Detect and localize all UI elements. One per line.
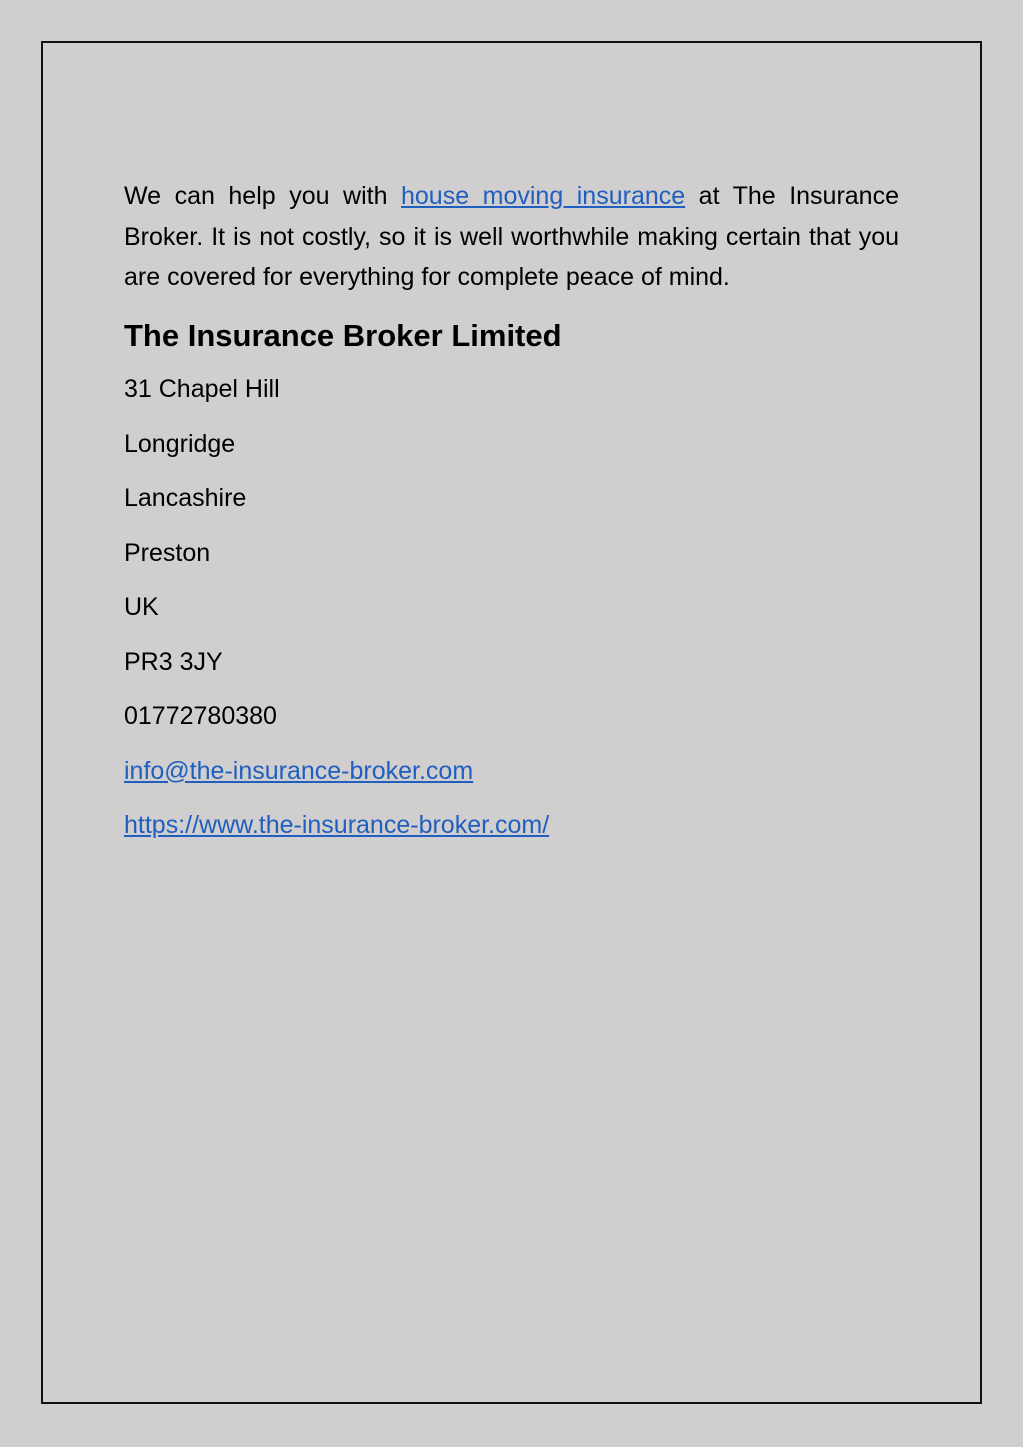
company-name-heading: The Insurance Broker Limited [124, 318, 562, 354]
contact-details [124, 374, 899, 840]
intro-text-after-link: at The Insurance Broker. It is not costly, so it is well worthwhile making certain that you are covered for everything for complete peace of mind. [124, 182, 899, 292]
phone-number: 01772780380 [124, 702, 277, 731]
intro-paragraph [124, 176, 899, 298]
website-item [124, 810, 899, 840]
document-content [124, 176, 899, 865]
address-line-2: Longridge [124, 429, 236, 458]
address-line-1: 31 Chapel Hill [124, 375, 280, 404]
address-country: UK [124, 593, 159, 622]
house-moving-insurance-link[interactable]: house moving insurance [401, 182, 686, 210]
email-item [124, 756, 899, 786]
intro-text-before-link: We can help you with [124, 182, 401, 210]
address-line-3: Lancashire [124, 484, 247, 513]
address-postcode: PR3 3JY [124, 647, 223, 676]
website-link[interactable]: https://www.the-insurance-broker.com/ [124, 811, 550, 840]
email-link[interactable]: info@the-insurance-broker.com [124, 756, 474, 785]
address-city: Preston [124, 538, 211, 567]
